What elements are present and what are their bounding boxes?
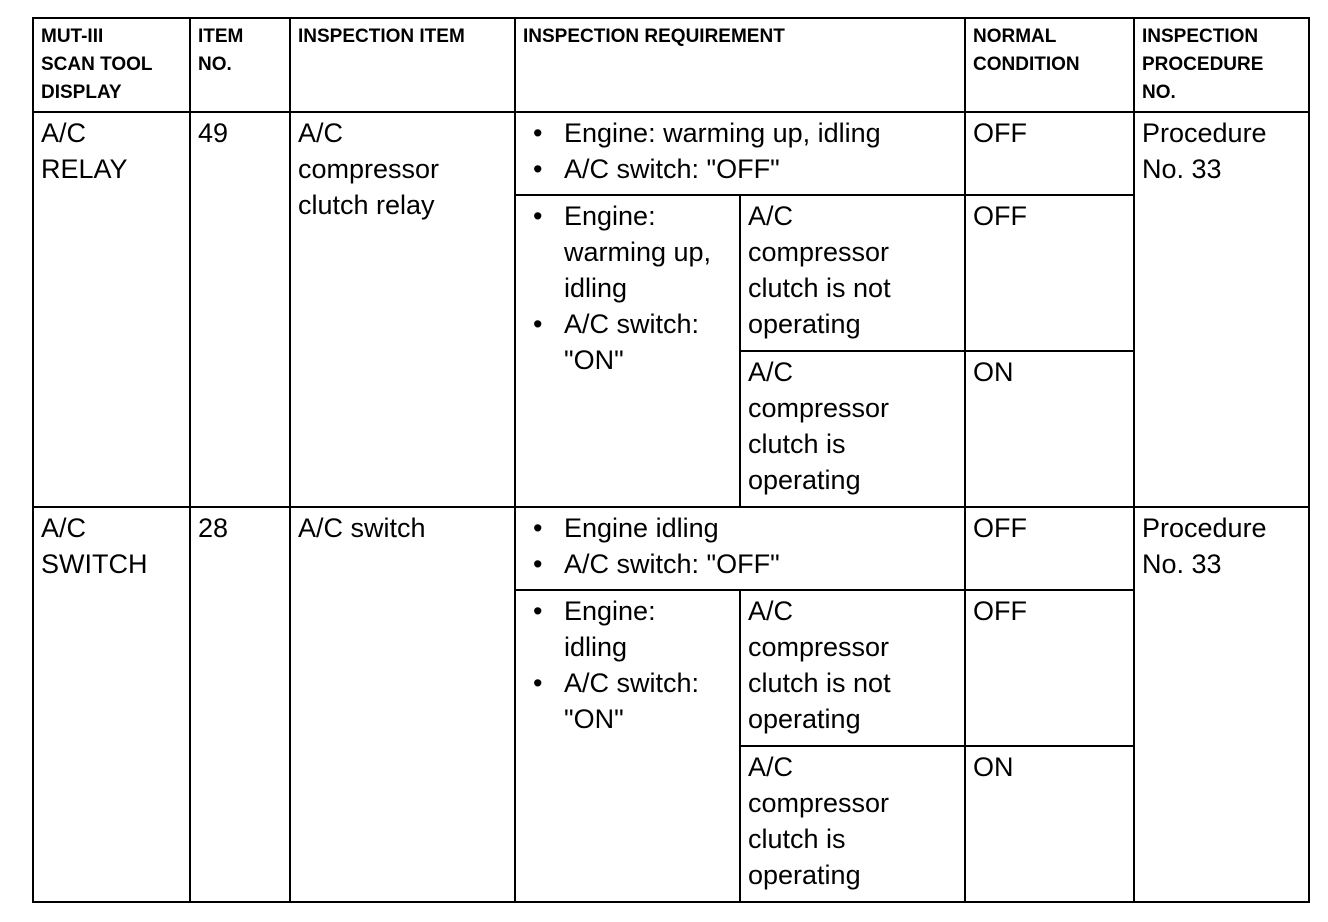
header-inspection-requirement: INSPECTION REQUIREMENT	[515, 18, 965, 112]
header-procedure-no: INSPECTION PROCEDURE NO.	[1134, 18, 1309, 112]
item-no-cell: 28	[190, 507, 290, 902]
requirement-bullet: • Engine: warming up, idling	[564, 198, 732, 306]
header-inspection-item: INSPECTION ITEM	[290, 18, 515, 112]
requirement-bullet: • Engine: warming up, idling	[564, 115, 957, 151]
clutch-state-cell: A/C compressor clutch is not operating	[740, 590, 965, 746]
header-normal-condition: NORMAL CONDITION	[965, 18, 1134, 112]
requirement-off-cell	[515, 112, 965, 195]
normal-condition-cell: OFF	[965, 112, 1134, 195]
normal-condition-cell: OFF	[965, 507, 1134, 590]
header-row	[33, 18, 1309, 112]
normal-condition-cell: ON	[965, 351, 1134, 507]
requirement-off-cell	[515, 507, 965, 590]
clutch-state-cell: A/C compressor clutch is operating	[740, 351, 965, 507]
procedure-cell: Procedure No. 33	[1134, 112, 1309, 507]
normal-condition-cell: OFF	[965, 590, 1134, 746]
clutch-state-cell: A/C compressor clutch is not operating	[740, 195, 965, 351]
requirement-bullet: • A/C switch: "ON"	[564, 306, 732, 378]
item-no-cell: 49	[190, 112, 290, 507]
procedure-cell: Procedure No. 33	[1134, 507, 1309, 902]
header-item-no: ITEM NO.	[190, 18, 290, 112]
inspection-item-cell: A/C compressor clutch relay	[290, 112, 515, 507]
inspection-item-cell: A/C switch	[290, 507, 515, 902]
scan-tool-display-cell: A/C SWITCH	[33, 507, 190, 902]
requirement-bullet: • A/C switch: "OFF"	[564, 151, 957, 187]
clutch-state-cell: A/C compressor clutch is operating	[740, 746, 965, 902]
table-row	[33, 507, 1309, 590]
table-row	[33, 112, 1309, 195]
normal-condition-cell: ON	[965, 746, 1134, 902]
requirement-bullet: • A/C switch: "ON"	[564, 665, 732, 737]
requirement-bullet: • Engine idling	[564, 510, 957, 546]
header-scan-tool-display: MUT-III SCAN TOOL DISPLAY	[33, 18, 190, 112]
requirement-bullet: • Engine: idling	[564, 593, 732, 665]
inspection-table	[32, 17, 1310, 903]
requirement-on-cell	[515, 195, 740, 507]
normal-condition-cell: OFF	[965, 195, 1134, 351]
scan-tool-display-cell: A/C RELAY	[33, 112, 190, 507]
requirement-on-cell	[515, 590, 740, 902]
requirement-bullet: • A/C switch: "OFF"	[564, 546, 957, 582]
